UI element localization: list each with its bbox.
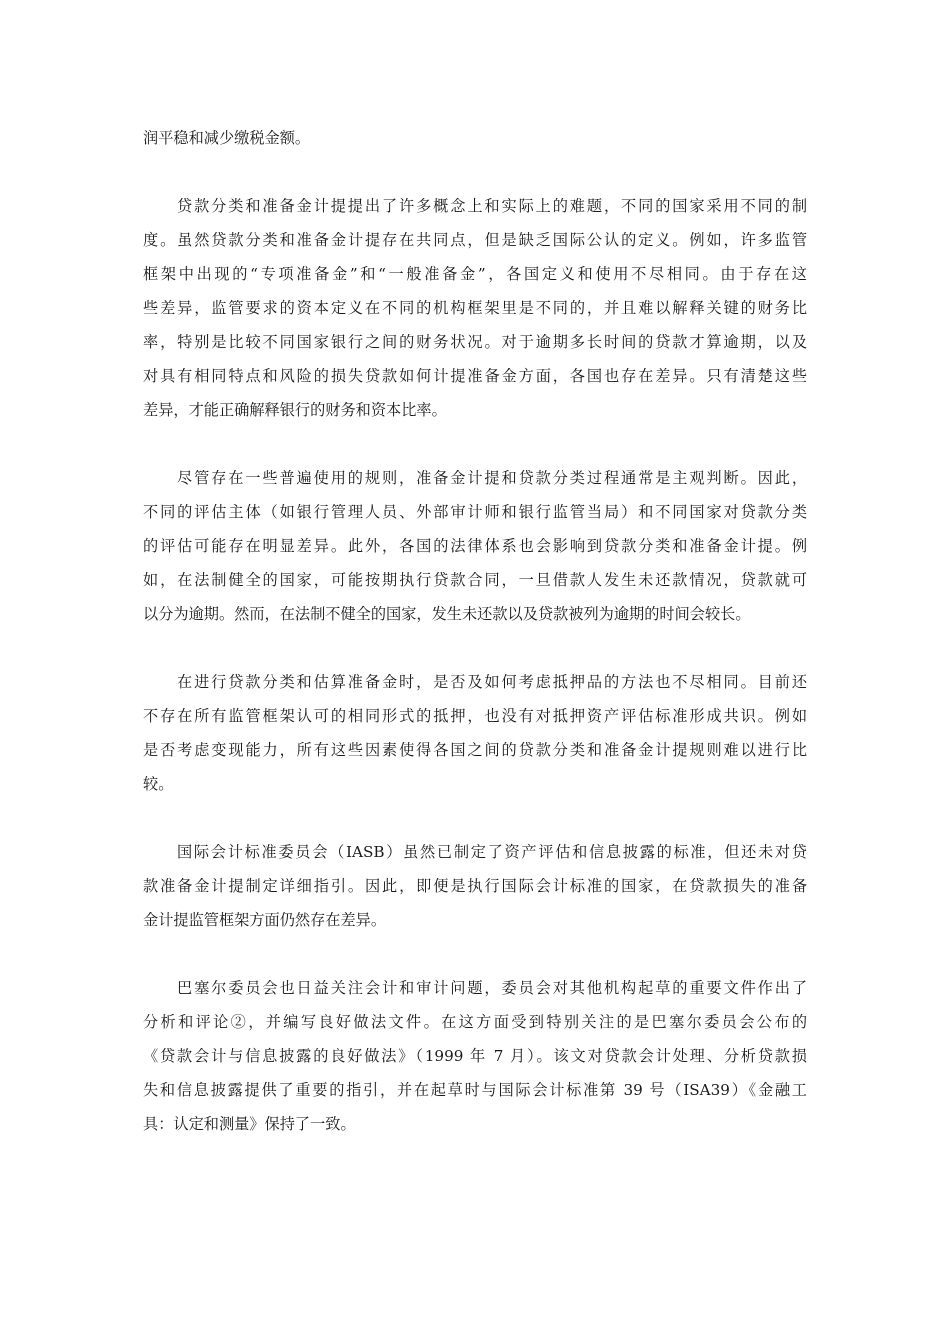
- text-line: 在进行贷款分类和估算准备金时，是否及如何考虑抵押品的方法也不尽相同。目前还: [177, 673, 807, 691]
- text-line: 《贷款会计与信息披露的良好做法》（1999 年 7 月）。该文对贷款会计处理、分析贷款损: [143, 1047, 807, 1065]
- text-line: 的评估可能存在明显差异。此外，各国的法律体系也会影响到贷款分类和准备金计提。例: [143, 537, 807, 555]
- text-line: 贷款分类和准备金计提提出了许多概念上和实际上的难题，不同的国家采用不同的制: [177, 197, 807, 215]
- paragraph-6: [143, 971, 807, 1141]
- paragraph-1: [143, 121, 807, 155]
- document-body: [143, 121, 807, 1175]
- paragraph-3: [143, 461, 807, 631]
- text-line: 巴塞尔委员会也日益关注会计和审计问题，委员会对其他机构起草的重要文件作出了: [177, 979, 807, 997]
- text-line: 些差异，监管要求的资本定义在不同的机构框架里是不同的，并且难以解释关键的财务比: [143, 299, 807, 317]
- paragraph-4: [143, 665, 807, 801]
- text-line: 金计提监管框架方面仍然存在差异。: [143, 911, 386, 929]
- text-line: 分析和评论②，并编写良好做法文件。在这方面受到特别关注的是巴塞尔委员会公布的: [143, 1013, 807, 1031]
- text-line: 框架中出现的“专项准备金”和“一般准备金”，各国定义和使用不尽相同。由于存在这: [143, 265, 807, 283]
- text-line: 对具有相同特点和风险的损失贷款如何计提准备金方面，各国也存在差异。只有清楚这些: [143, 367, 807, 385]
- text-line: 是否考虑变现能力，所有这些因素使得各国之间的贷款分类和准备金计提规则难以进行比: [143, 741, 807, 759]
- paragraph-2: [143, 189, 807, 427]
- text-line: 率，特别是比较不同国家银行之间的财务状况。对于逾期多长时间的贷款才算逾期，以及: [143, 333, 807, 351]
- text-line: 度。虽然贷款分类和准备金计提存在共同点，但是缺乏国际公认的定义。例如，许多监管: [143, 231, 807, 249]
- paragraph-5: [143, 835, 807, 937]
- text-line: 润平稳和减少缴税金额。: [143, 129, 311, 147]
- text-line: 如，在法制健全的国家，可能按期执行贷款合同，一旦借款人发生未还款情况，贷款就可: [143, 571, 807, 589]
- text-line: 国际会计标准委员会（IASB）虽然已制定了资产评估和信息披露的标准，但还未对贷: [177, 843, 807, 861]
- text-line: 款准备金计提制定详细指引。因此，即便是执行国际会计标准的国家，在贷款损失的准备: [143, 877, 807, 895]
- text-line: 不存在所有监管框架认可的相同形式的抵押，也没有对抵押资产评估标准形成共识。例如: [143, 707, 807, 725]
- text-line: 较。: [143, 775, 174, 793]
- text-line: 尽管存在一些普遍使用的规则，准备金计提和贷款分类过程通常是主观判断。因此，: [177, 469, 807, 487]
- text-line: 不同的评估主体（如银行管理人员、外部审计师和银行监管当局）和不同国家对贷款分类: [143, 503, 807, 521]
- text-line: 差异，才能正确解释银行的财务和资本比率。: [143, 401, 447, 419]
- text-line: 失和信息披露提供了重要的指引，并在起草时与国际会计标准第 39 号（ISA39）《金融工: [143, 1081, 807, 1099]
- text-line: 以分为逾期。然而，在法制不健全的国家，发生未还款以及贷款被列为逾期的时间会较长。: [143, 605, 751, 623]
- text-line: 具：认定和测量》保持了一致。: [143, 1115, 356, 1133]
